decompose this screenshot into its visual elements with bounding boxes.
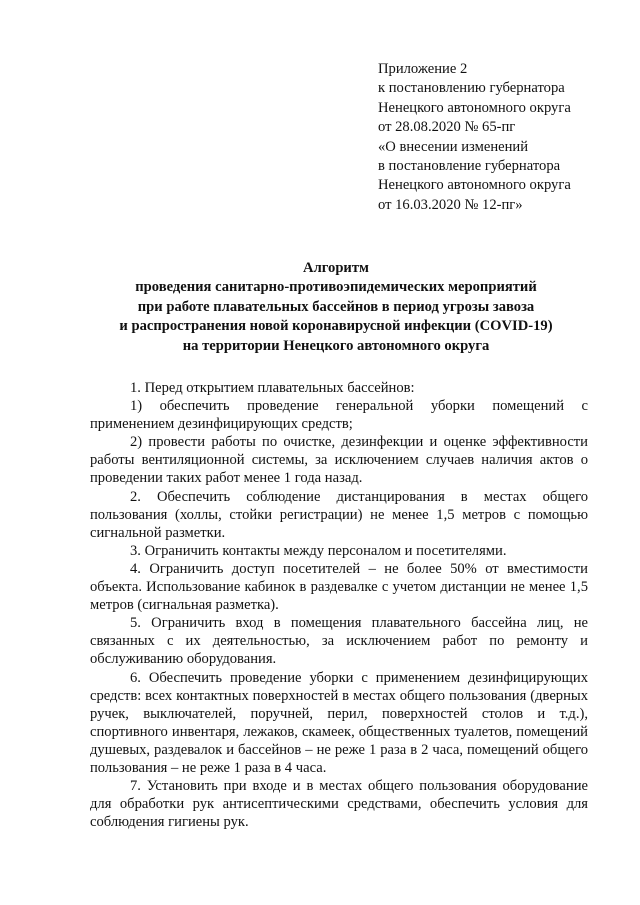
paragraph-3: 3. Ограничить контакты между персоналом и посетителями.	[130, 542, 507, 559]
title-line: и распространения новой коронавирусной инфекции (COVID-19)	[119, 318, 553, 335]
paragraph-7: 7. Установить при входе и в местах общего пользования оборудование для обработки рук антисептическими средствами, обеспечить условия для соблюдения гигиены рук.	[90, 778, 588, 831]
document-body	[90, 379, 588, 831]
title-line: на территории Ненецкого автономного округа	[182, 337, 490, 354]
title-line: Алгоритм	[303, 260, 369, 276]
appendix-line: Ненецкого автономного округа	[378, 177, 571, 194]
appendix-line: Приложение 2	[378, 61, 468, 77]
appendix-line: Ненецкого автономного округа	[378, 99, 571, 116]
paragraph-5: 5. Ограничить вход в помещения плавательного бассейна лиц, не связанных с их деятельностью, за исключением работ по ремонту и обслуживанию оборудования.	[90, 615, 588, 668]
paragraph-1: 1. Перед открытием плавательных бассейнов:	[130, 380, 415, 396]
appendix-line: от 28.08.2020 № 65-пг	[378, 119, 516, 136]
title-line: проведения санитарно-противоэпидемических мероприятий	[135, 279, 537, 296]
paragraph-6: 6. Обеспечить проведение уборки с применением дезинфицирующих средств: всех контактных поверхностей в местах общего пользования (дверных ручек, выключателей, поручней, перил, поверхностей столов и т.д.), спортивного инвентаря, лежаков, скамеек, общественных туалетов, помещений душевых, раздевалок и бассейнов – не реже 1 раза в 2 часа, помещений общего пользования – не реже 1 раза в 4 часа.	[90, 669, 588, 776]
appendix-line: в постановление губернатора	[378, 158, 561, 175]
appendix-header	[378, 60, 618, 215]
paragraph-4: 4. Ограничить доступ посетителей – не более 50% от вместимости объекта. Использование кабинок в раздевалке с учетом дистанции не менее 1,5 метров (сигнальная разметка).	[90, 560, 588, 614]
appendix-line: «О внесении изменений	[378, 138, 529, 155]
paragraph-1-1: 1) обеспечить проведение генеральной уборки помещений с применением дезинфицирующих средств;	[90, 398, 588, 433]
appendix-line: к постановлению губернатора	[378, 80, 565, 97]
paragraph-2: 2. Обеспечить соблюдение дистанцирования в местах общего пользования (холлы, стойки регистрации) не менее 1,5 метров с помощью сигнальной разметки.	[90, 488, 588, 541]
document-title	[60, 259, 612, 356]
paragraph-1-2: 2) провести работы по очистке, дезинфекции и оценке эффективности работы вентиляционной системы, за исключением случаев наличия актов о проведении таких работ менее 1 года назад.	[90, 434, 588, 487]
appendix-line: от 16.03.2020 № 12-пг»	[378, 196, 523, 213]
title-line: при работе плавательных бассейнов в период угрозы завоза	[137, 298, 535, 315]
